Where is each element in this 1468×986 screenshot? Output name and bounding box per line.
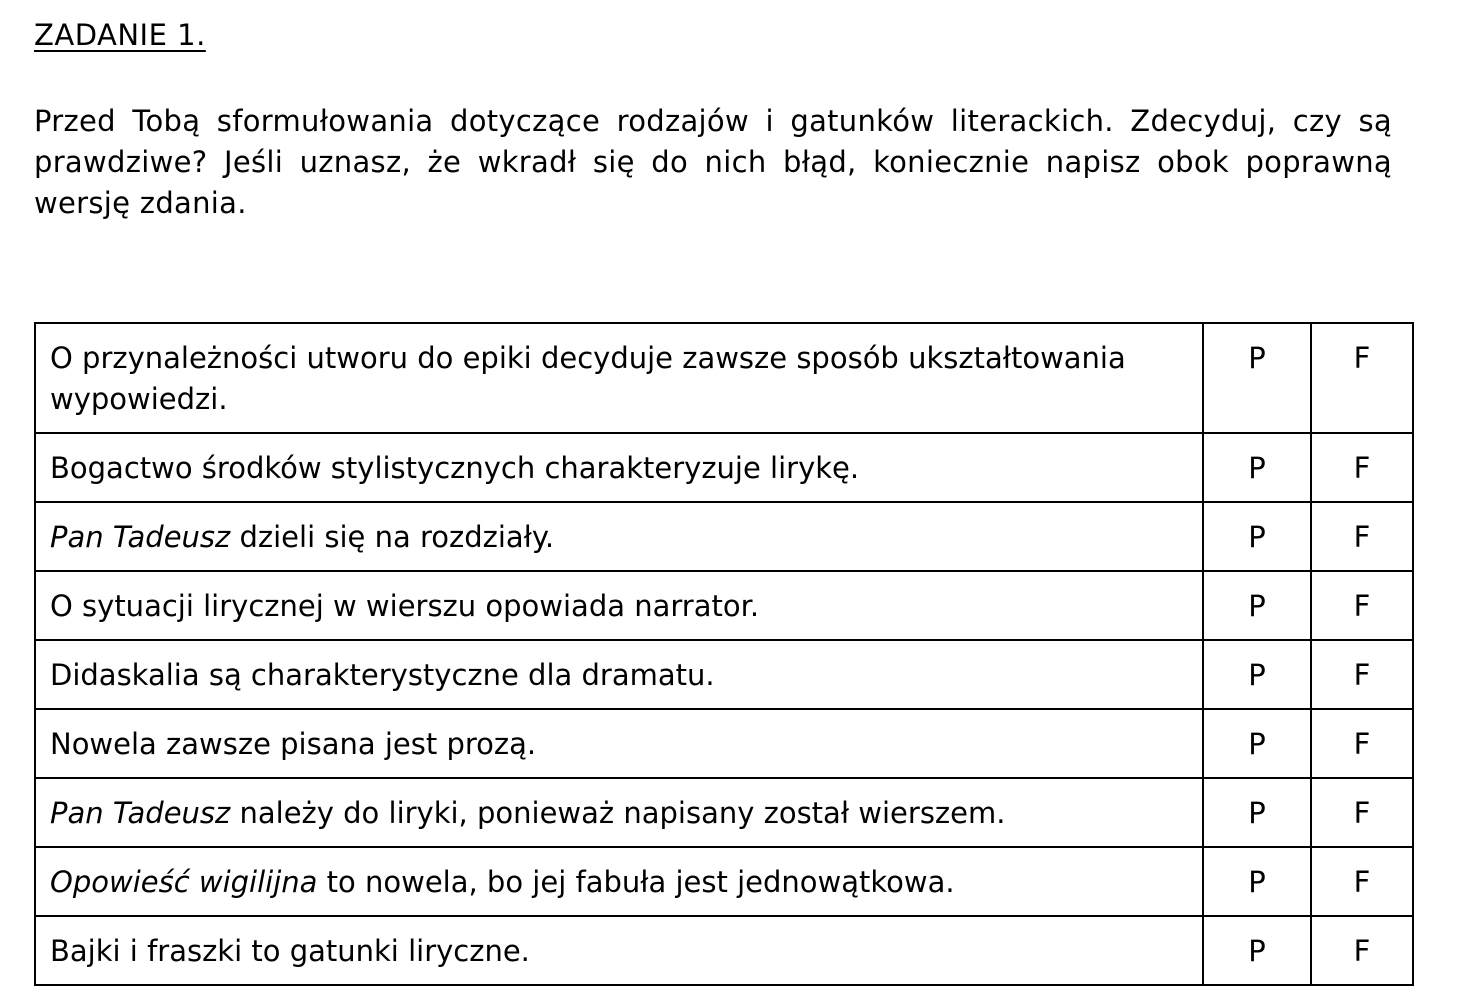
option-false[interactable]: F (1311, 323, 1413, 433)
statement-italic: Pan Tadeusz (50, 796, 231, 830)
statement-cell (35, 502, 1203, 571)
statement-italic: Pan Tadeusz (50, 520, 231, 554)
statement-cell (35, 847, 1203, 916)
statement-text: to nowela, bo jej fabuła jest jednowątkowa. (317, 865, 955, 899)
statement-cell (35, 640, 1203, 709)
statement-row (35, 778, 1413, 847)
option-true[interactable]: P (1203, 433, 1311, 502)
statement-cell (35, 323, 1203, 433)
statement-row (35, 709, 1413, 778)
statement-text: należy do liryki, ponieważ napisany został wierszem. (230, 796, 1006, 830)
statement-cell (35, 916, 1203, 985)
statement-row (35, 916, 1413, 985)
statement-row (35, 323, 1413, 433)
true-false-table (34, 322, 1414, 986)
option-false[interactable]: F (1311, 640, 1413, 709)
option-false[interactable]: F (1311, 847, 1413, 916)
option-false[interactable]: F (1311, 778, 1413, 847)
statement-cell (35, 778, 1203, 847)
statement-row (35, 433, 1413, 502)
statement-cell (35, 433, 1203, 502)
option-true[interactable]: P (1203, 778, 1311, 847)
option-true[interactable]: P (1203, 323, 1311, 433)
statement-row (35, 640, 1413, 709)
option-true[interactable]: P (1203, 847, 1311, 916)
option-false[interactable]: F (1311, 916, 1413, 985)
statement-text: O przynależności utworu do epiki decyduje zawsze sposób ukształtowania wypowiedzi. (50, 341, 1126, 416)
statement-row (35, 502, 1413, 571)
option-true[interactable]: P (1203, 502, 1311, 571)
statement-cell (35, 709, 1203, 778)
statement-text: Nowela zawsze pisana jest prozą. (50, 727, 537, 761)
option-true[interactable]: P (1203, 709, 1311, 778)
task-title: ZADANIE 1. (34, 18, 206, 52)
option-false[interactable]: F (1311, 502, 1413, 571)
statement-text: O sytuacji lirycznej w wierszu opowiada narrator. (50, 589, 760, 623)
statement-cell (35, 571, 1203, 640)
option-true[interactable]: P (1203, 640, 1311, 709)
statement-row (35, 847, 1413, 916)
statement-italic: Opowieść wigilijna (50, 865, 318, 899)
task-instructions: Przed Tobą sformułowania dotyczące rodzajów i gatunków literackich. Zdecyduj, czy są prawdziwe? Jeśli uznasz, że wkradł się do nich błąd, koniecznie napisz obok poprawną wersję zdania. (34, 104, 1392, 220)
option-true[interactable]: P (1203, 571, 1311, 640)
statement-row (35, 571, 1413, 640)
option-false[interactable]: F (1311, 433, 1413, 502)
statement-text: Bogactwo środków stylistycznych charakteryzuje lirykę. (50, 451, 860, 485)
option-true[interactable]: P (1203, 916, 1311, 985)
option-false[interactable]: F (1311, 571, 1413, 640)
statement-text: dzieli się na rozdziały. (230, 520, 555, 554)
option-false[interactable]: F (1311, 709, 1413, 778)
statement-text: Bajki i fraszki to gatunki liryczne. (50, 934, 530, 968)
statement-text: Didaskalia są charakterystyczne dla dramatu. (50, 658, 715, 692)
